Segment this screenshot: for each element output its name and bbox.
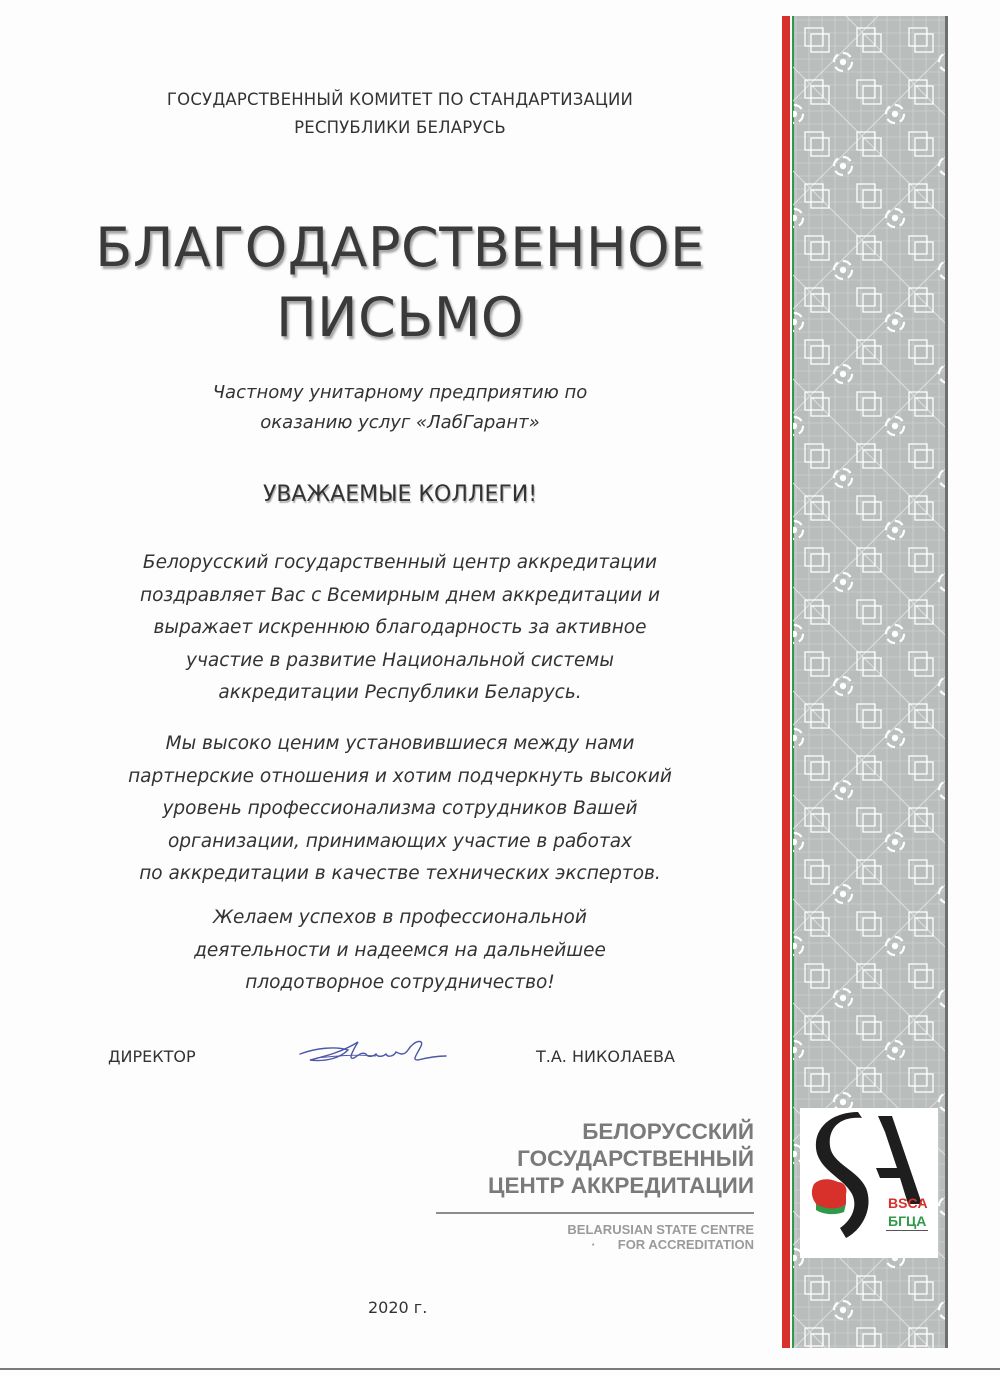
logo-text-en: BSCA	[888, 1195, 928, 1211]
paragraph-3	[40, 902, 760, 1000]
logo-text-ru: БГЦА	[888, 1213, 927, 1229]
bsca-logo	[800, 1108, 938, 1258]
organization-name-line: БЕЛОРУССКИЙ	[582, 1119, 754, 1144]
greeting: УВАЖАЕМЫЕ КОЛЛЕГИ!	[262, 482, 538, 507]
belarus-map-icon	[812, 1179, 847, 1209]
recipient-line-1: Частному унитарному предприятию по	[212, 382, 588, 403]
signatory-name: Т.А. НИКОЛАЕВА	[536, 1047, 675, 1066]
strip-pattern	[782, 16, 948, 1348]
paragraph-line: Желаем успехов в профессиональной	[213, 907, 587, 928]
paragraph-line: по аккредитации в качестве технических экспертов.	[139, 863, 661, 885]
paragraph-line: организации, принимающих участие в работах	[167, 830, 633, 852]
paragraph-line: уровень профессионализма сотрудников Вашей	[162, 798, 638, 820]
organization-name-en	[567, 1222, 754, 1252]
handwritten-signature	[296, 1034, 456, 1070]
recipient-line-2: оказанию услуг «ЛабГарант»	[260, 412, 540, 433]
recipient	[60, 378, 740, 438]
organization-name-line: ГОСУДАРСТВЕННЫЙ	[517, 1146, 754, 1171]
paragraph-line: Белорусский государственный центр аккредитации	[142, 552, 658, 573]
paragraph-line: деятельности и надеемся на дальнейшее	[194, 939, 606, 961]
issuer-line-2: РЕСПУБЛИКИ БЕЛАРУСЬ	[294, 118, 506, 137]
organization-name-en-line: · FOR ACCREDITATION	[591, 1237, 754, 1252]
paragraph-line: плодотворное сотрудничество!	[245, 972, 555, 994]
letter-title-line-1: БЛАГОДАРСТВЕННОЕ	[95, 216, 705, 279]
organization-name-en-line: BELARUSIAN STATE CENTRE	[567, 1222, 754, 1237]
letter-title-line-2: ПИСЬМО	[276, 286, 524, 349]
paragraph-2	[40, 728, 760, 891]
year: 2020 г.	[368, 1298, 428, 1317]
paragraph-line: участие в развитие Национальной системы	[186, 649, 614, 671]
issuer-line-1: ГОСУДАРСТВЕННЫЙ КОМИТЕТ ПО СТАНДАРТИЗАЦИИ	[166, 90, 634, 109]
decorative-side-strip	[782, 16, 948, 1348]
paragraph-1	[40, 547, 760, 710]
strip-edge	[945, 16, 948, 1348]
organization-name-line: ЦЕНТР АККРЕДИТАЦИИ	[488, 1173, 754, 1198]
paragraph-line: Мы высоко ценим установившиеся между нами	[165, 733, 635, 754]
flag-red-stripe	[782, 16, 790, 1348]
paragraph-line: аккредитации Республики Беларусь.	[218, 682, 582, 704]
organization-divider	[436, 1212, 754, 1214]
paragraph-line: партнерские отношения и хотим подчеркнуть высокий	[128, 765, 672, 787]
paragraph-line: выражает искреннюю благодарность за активное	[153, 617, 647, 639]
page-bottom-edge	[0, 1368, 1000, 1370]
paragraph-line: поздравляет Вас с Всемирным днем аккредитации и	[139, 584, 661, 606]
organization-name-ru	[488, 1118, 754, 1199]
signatory-position: ДИРЕКТОР	[108, 1047, 196, 1066]
